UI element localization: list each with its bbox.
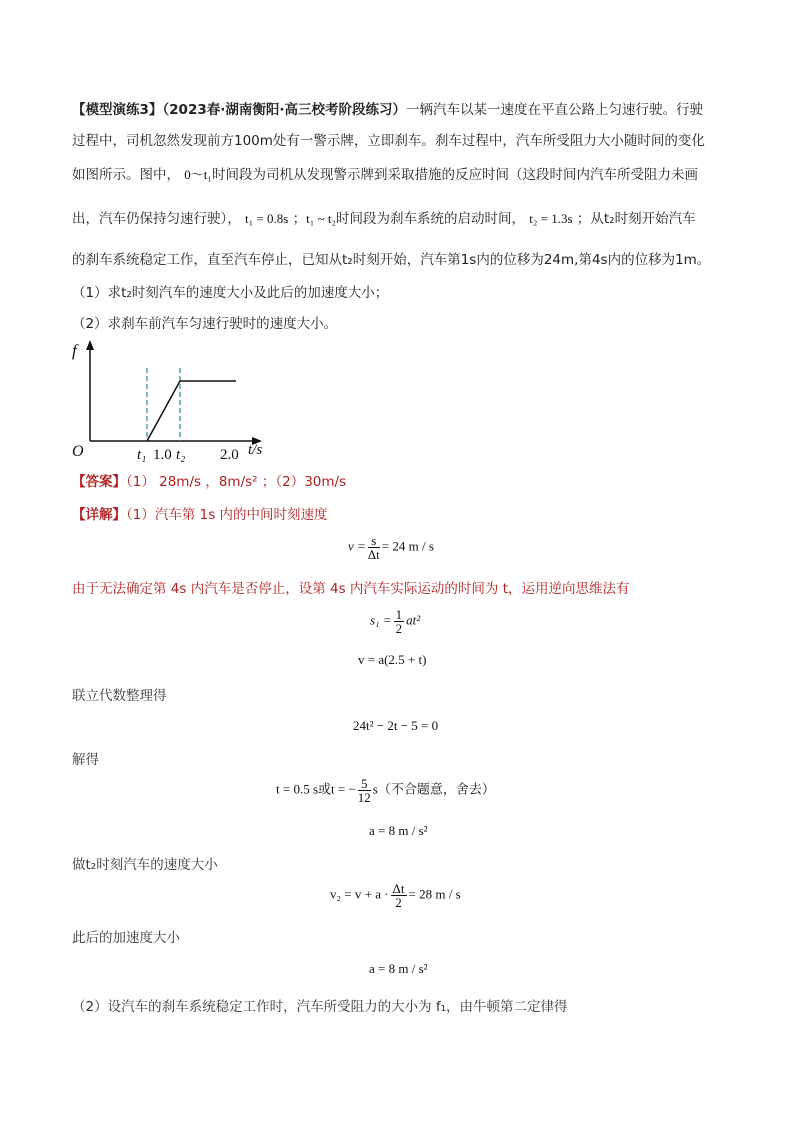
tick-label-1: 1.0 <box>153 447 172 463</box>
problem-line-5: 的刹车系统稳定工作，直至汽车停止，已知从t₂时刻开始，汽车第1s内的位移为24m,第4s内的位移为1m。 <box>72 252 711 268</box>
problem-line-4: 出，汽车仍保持匀速行驶）， t₁ = 0.8s ；t₁ ~ t₂时间段为刹车系统的启动时间， t₂ = 1.3s ；从t₂时刻开始汽车 <box>72 211 696 227</box>
equation-8: a = 8 m / s² <box>369 961 428 976</box>
t2-formula: t₂ = 1.3s <box>529 211 573 226</box>
question-1: （1）求t₂时刻汽车的速度大小及此后的加速度大小； <box>72 285 389 301</box>
detail-line-7: （2）设汽车的刹车系统稳定工作时，汽车所受阻力的大小为 f₁，由牛顿第二定律得 <box>72 999 568 1015</box>
origin-label: O <box>72 443 84 460</box>
y-axis-arrow <box>86 340 94 350</box>
equation-2: s₁ = $\frac{1}{2}$ at² <box>370 607 421 636</box>
equation-6: a = 8 m / s² <box>369 823 428 838</box>
force-curve <box>147 381 236 441</box>
t1-t2-formula: t₁ ~ t₂ <box>306 211 336 226</box>
equation-1: v = $\frac{s}{\Delta t}$ = 24 m / s <box>348 533 434 562</box>
fraction-one-half: $\frac{1}{2}$ <box>395 607 403 636</box>
tick-label-t2: t₂ <box>176 447 186 463</box>
equation-5: t = 0.5 s或t = − $\frac{5}{12}$ s（不合题意，舍去） <box>276 776 495 805</box>
equation-3: v = a(2.5 + t) <box>358 652 427 667</box>
detail-line-1: 【详解】（1）汽车第 1s 内的中间时刻速度 <box>72 507 328 523</box>
problem-line-1 <box>72 100 703 120</box>
detail-label: 【详解】 <box>72 507 126 523</box>
time-range-formula: 0～t₁ <box>184 167 212 182</box>
detail-line-5: 做t₂时刻汽车的速度大小 <box>72 857 218 873</box>
problem-tag: 【模型演练3】 <box>72 102 163 118</box>
equation-7: v₂ = v + a · $\frac{\Delta t}{2}$ = 28 m / s <box>330 881 461 910</box>
detail-line-2: 由于无法确定第 4s 内汽车是否停止，设第 4s 内汽车实际运动的时间为 t，运用逆向思维法有 <box>72 581 630 597</box>
y-axis-label: f <box>72 341 77 360</box>
problem-line-3: 如图所示。图中， 0～t₁时间段为司机从发现警示牌到采取措施的反应时间（这段时间内汽车所受阻力未画 <box>72 167 698 183</box>
tick-label-t1: t₁ <box>137 447 147 463</box>
t1-formula: t₁ = 0.8s <box>245 211 289 226</box>
answer-label: 【答案】 <box>72 474 126 490</box>
detail-line-6: 此后的加速度大小 <box>72 930 180 946</box>
answer-line <box>72 472 346 492</box>
detail-line-3: 联立代数整理得 <box>72 688 167 704</box>
tick-label-2: 2.0 <box>220 447 239 463</box>
fraction-five-twelfths: $\frac{5}{12}$ <box>357 776 371 805</box>
detail-line-4: 解得 <box>72 752 99 768</box>
equation-4: 24t² − 2t − 5 = 0 <box>353 718 439 733</box>
force-time-graph <box>60 338 290 470</box>
problem-source: （2023春·湖南衡阳·高三校考阶段练习） <box>162 102 406 118</box>
problem-line-2: 过程中，司机忽然发现前方100m处有一警示牌，立即刹车。刹车过程中，汽车所受阻力大小随时间的变化 <box>72 133 705 149</box>
question-2: （2）求刹车前汽车匀速行驶时的速度大小。 <box>72 316 338 332</box>
fraction-s-over-dt: $\frac{s}{\Delta t}$ <box>367 533 380 562</box>
problem-text: 一辆汽车以某一速度在平直公路上匀速行驶。行驶 <box>406 102 703 118</box>
fraction-dt-over-2: $\frac{\Delta t}{2}$ <box>392 881 405 910</box>
answer-text: （1） 28m/s ，8m/s² ；（2）30m/s <box>126 474 347 490</box>
x-axis-label: t/s <box>248 442 263 458</box>
